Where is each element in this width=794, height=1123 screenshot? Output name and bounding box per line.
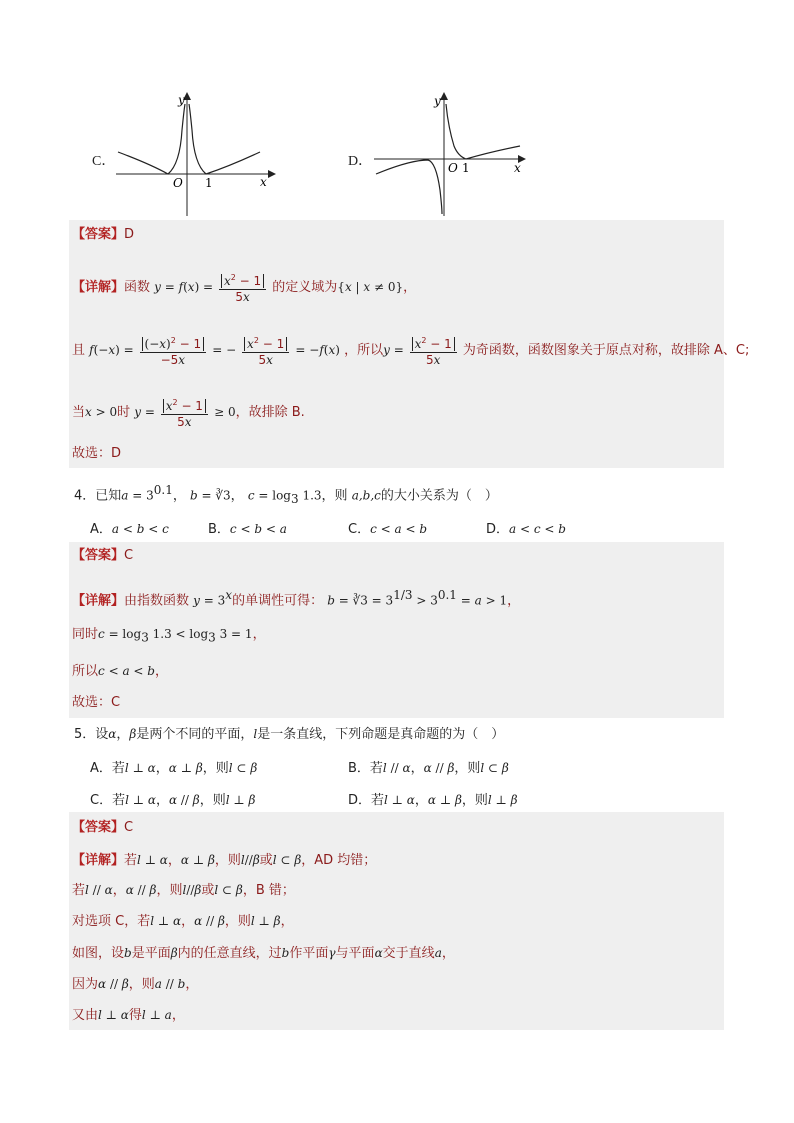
q4-option-d[interactable]: D．a < c < b: [486, 522, 566, 537]
q3-detail-line-3: 当x > 0时 y = $\frac{x^2 - 1}{5x}$ ≥ 0，故排除 B.: [72, 395, 305, 430]
q4-detail-line-1: 【详解】由指数函数 $y = 3^x$的单调性可得： b = ∛3 = $3^{1/3} > 3^{0.1} = a > 1$，: [72, 588, 521, 609]
q5-detail-line-2: 若l // α，α // β，则l//β或l ⊂ β，B 错；: [72, 883, 295, 898]
graph-d: [370, 90, 530, 220]
answer-tag: 【答案】: [72, 227, 125, 242]
detail-tag: 【详解】: [72, 280, 125, 295]
q5-detail-line-1: 【详解】若l ⊥ α，α ⊥ β，则l//β或l ⊂ β，AD 均错；: [72, 853, 377, 868]
q5-answer: 【答案】C: [72, 820, 134, 835]
q5-stem: 5．设α，β是两个不同的平面，l是一条直线，下列命题是真命题的为（ ）: [74, 727, 505, 742]
q5-detail-line-3: 对选项 C，若l ⊥ α，α // β，则l ⊥ β，: [72, 914, 294, 929]
curve-right: [446, 104, 520, 159]
q3-detail-line-2: 且 f(−x) = $\frac{(-x)^2 - 1}{-5x}$ = − $\frac{x^2 - 1}{5x}$ = −f(x) ，所以y = $\frac{x^2 - 1}{5x}$ 为奇函数，函数图象关于原点对称，故排除 A、C;: [72, 333, 749, 368]
origin-label: O: [173, 176, 183, 190]
y-axis-label: y: [178, 93, 185, 107]
q5-option-b[interactable]: B．若l // α，α // β，则l ⊂ β: [348, 761, 509, 776]
curve-left: [376, 160, 442, 214]
option-d-label: D．: [348, 154, 373, 169]
q5-detail-line-5: 因为α // β，则a // b，: [72, 977, 199, 992]
origin-label: O: [448, 161, 458, 175]
q4-option-a[interactable]: A．a < b < c: [90, 522, 169, 537]
graph-c: [110, 90, 280, 220]
q4-detail-line-3: 所以c < a < b，: [72, 664, 168, 679]
q5-option-c[interactable]: C．若l ⊥ α，α // β，则l ⊥ β: [90, 793, 256, 808]
q4-choose: 故选：C: [72, 695, 121, 710]
q3-choose: 故选：D: [72, 446, 122, 461]
one-label: 1: [462, 161, 470, 175]
q5-option-a[interactable]: A．若l ⊥ α，α ⊥ β，则l ⊂ β: [90, 761, 258, 776]
answer-value: D: [124, 227, 135, 242]
option-c-label: C．: [92, 154, 116, 169]
q5-option-d[interactable]: D．若l ⊥ α，α ⊥ β，则l ⊥ β: [348, 793, 518, 808]
x-axis-label: x: [514, 161, 521, 175]
q4-option-b[interactable]: B．c < b < a: [208, 522, 287, 537]
q4-answer: 【答案】C: [72, 548, 134, 563]
y-axis-label: y: [434, 94, 441, 108]
q4-stem: 4．已知$a = 3^{0.1}$， b = ∛3， $c = \log_3 1.3$，则 a,b,c的大小关系为（ ）: [74, 483, 498, 506]
q3-answer: [72, 225, 134, 245]
q5-detail-line-4: 如图，设b是平面β内的任意直线，过b作平面γ与平面α交于直线a，: [72, 946, 455, 961]
q5-detail-line-6: 又由l ⊥ α得l ⊥ a，: [72, 1008, 185, 1023]
curve-right: [189, 104, 260, 174]
x-axis-label: x: [260, 175, 267, 189]
q4-option-c[interactable]: C．c < a < b: [348, 522, 428, 537]
q3-detail-line-1: 【详解】函数 y = f(x) = $\frac{x^2 - 1}{5x}$ 的定义域为{x | x ≠ 0}，: [72, 270, 416, 305]
q4-detail-line-2: 同时$c = \log_3 1.3 < \log_3 3 = 1$，: [72, 627, 266, 645]
one-label: 1: [205, 176, 213, 190]
curve-left: [118, 104, 185, 174]
